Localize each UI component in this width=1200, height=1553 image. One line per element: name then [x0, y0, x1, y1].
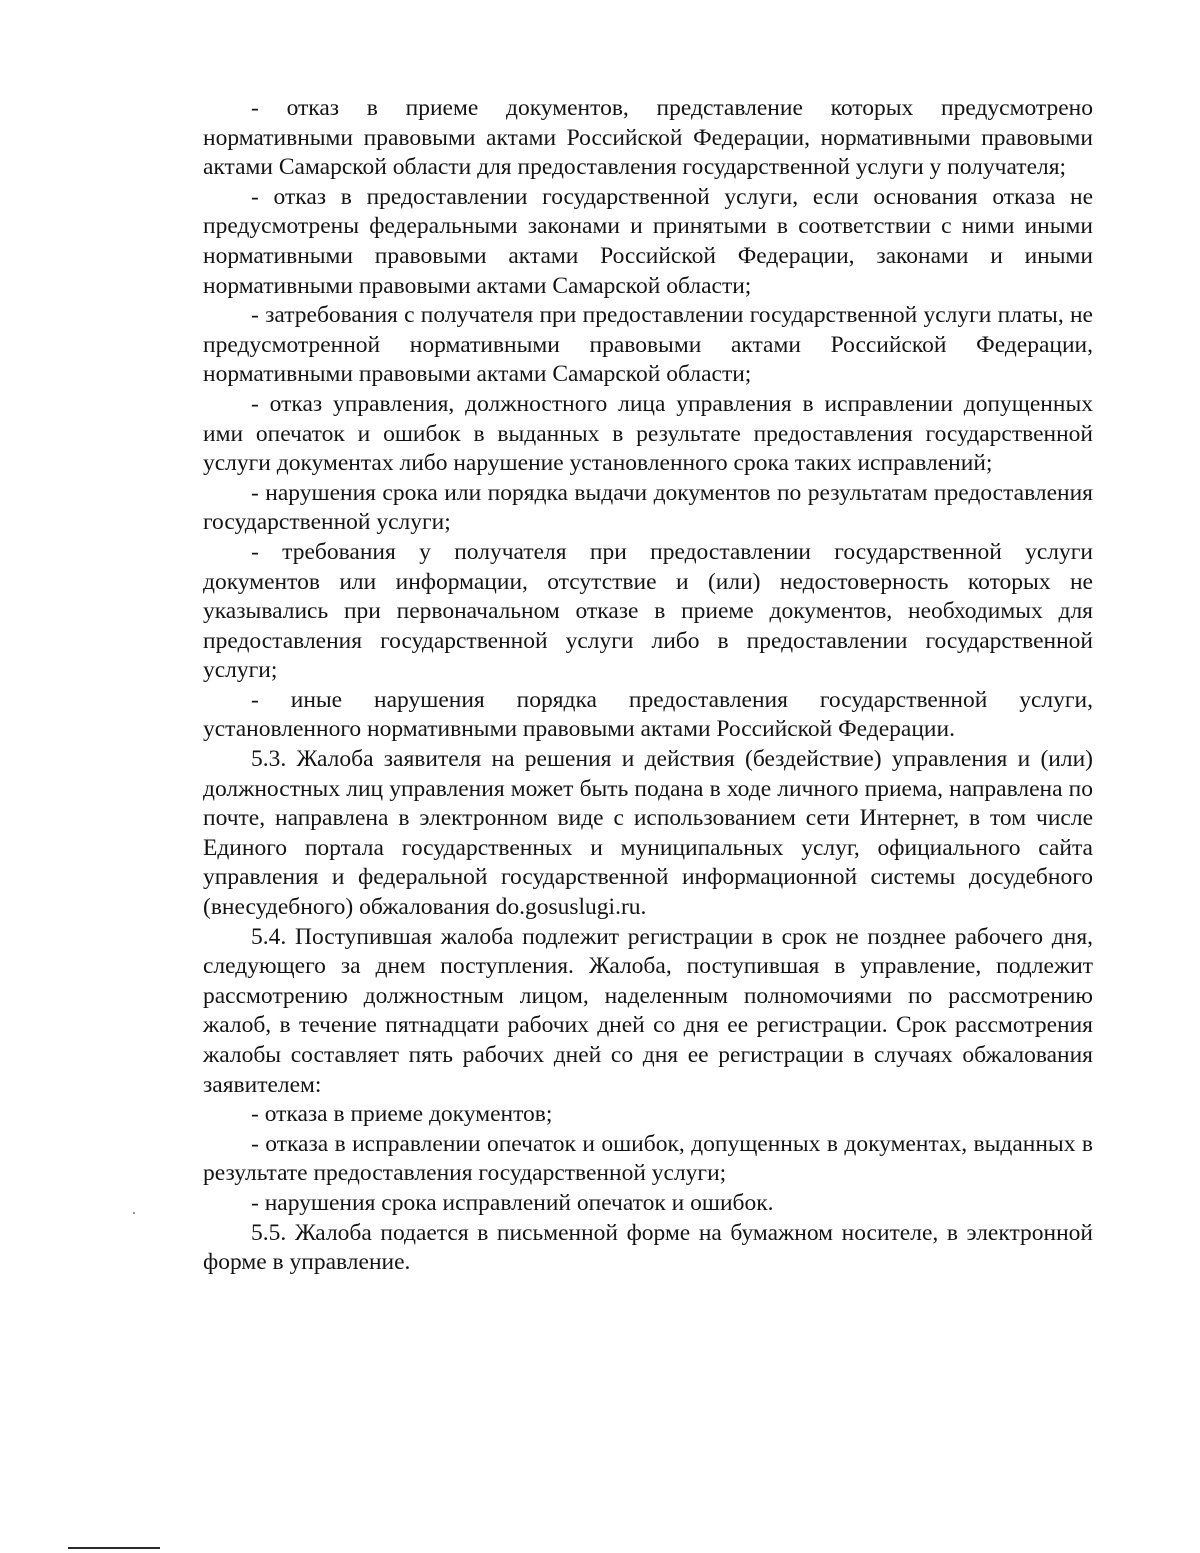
paragraph-other-violations: - иные нарушения порядка предоставления государственной услуги, установленного нормативными правовыми актами Российской Федерации.: [203, 686, 1093, 743]
paragraph-demand-payment: - затребования с получателя при предоставлении государственной услуги платы, не предусмотренной нормативными правовыми актами Российской Федерации, нормативными правовыми актами Самарской области;: [203, 302, 1093, 388]
paragraph-demand-documents: - требования у получателя при предоставлении государственной услуги документов или информации, отсутствие и (или) недостоверность которых не указывались при первоначальном отказе в приеме документов, необходимых для предоставления государственной услуги либо в предоставлении государственной услуги;: [203, 538, 1093, 684]
paragraph-refusal-correct-errors: - отказ управления, должностного лица управления в исправлении допущенных ими опечаток и ошибок в выданных в результате предоставления государственной услуги документах либо нарушение установленного срока таких исправлений;: [203, 390, 1093, 477]
paragraph-section-5-4: 5.4. Поступившая жалоба подлежит регистрации в срок не позднее рабочего дня, следующего за днем поступления. Жалоба, поступившая в управление, подлежит рассмотрению должностным лицом, наделенным полномочиями по рассмотрению жалоб, в течение пятнадцати рабочих дней со дня ее регистрации. Срок рассмотрения жалобы составляет пять рабочих дней со дня ее регистрации в случаях обжалования заявителем:: [203, 923, 1093, 1098]
paragraph-refusal-correct-list-item: - отказа в исправлении опечаток и ошибок, допущенных в документах, выданных в результате предоставления государственной услуги;: [203, 1130, 1093, 1187]
paragraph-violation-issue-deadline: - нарушения срока или порядка выдачи документов по результатам предоставления государственной услуги;: [203, 479, 1093, 536]
scan-speck: [133, 1212, 135, 1214]
paragraph-section-5-3: 5.3. Жалоба заявителя на решения и действия (бездействие) управления и (или) должностных лиц управления может быть подана в ходе личного приема, направлена по почте, направлена в электронном виде с использованием сети Интернет, в том числе Единого портала государственных и муниципальных услуг, официального сайта управления и федеральной государственной информационной системы досудебного (внесудебного) обжалования do.gosuslugi.ru.: [203, 746, 1093, 921]
paragraph-deadline-violation-list-item: - нарушения срока исправлений опечаток и ошибок.: [251, 1189, 774, 1216]
paragraph-refusal-accept-documents: - отказ в приеме документов, представление которых предусмотрено нормативными правовыми актами Российской Федерации, нормативными правовыми актами Самарской области для предоставления государственной услуги у получателя;: [203, 95, 1093, 181]
document-body: [203, 94, 1093, 1278]
paragraph-section-5-5: 5.5. Жалоба подается в письменной форме на бумажном носителе, в электронной форме в управление.: [203, 1219, 1093, 1276]
footnote-rule: [68, 1547, 160, 1549]
paragraph-refusal-accept-list-item: - отказа в приеме документов;: [251, 1101, 553, 1128]
paragraph-refusal-provide-service: - отказ в предоставлении государственной услуги, если основания отказа не предусмотрены федеральными законами и принятыми в соответствии с ними иными нормативными правовыми актами Российской Федерации, законами и иными нормативными правовыми актами Самарской области;: [203, 183, 1093, 299]
